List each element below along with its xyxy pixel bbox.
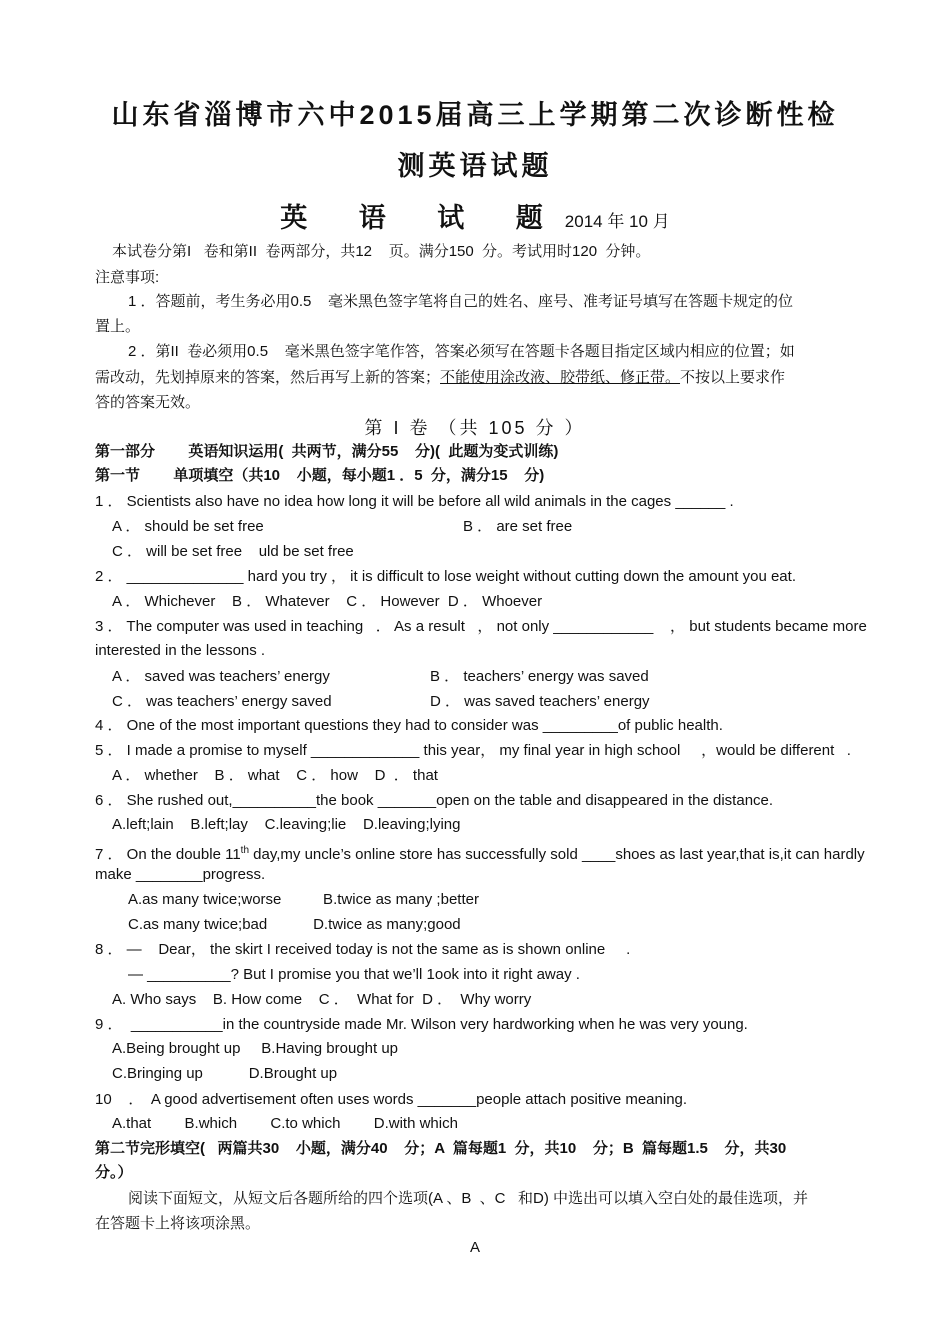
q3-stem-line2: interested in the lessons . [95, 642, 266, 659]
q5-options: A ． whether B ． what C ． how D ． that [112, 767, 438, 784]
document-title-line2: 测英语试题 [397, 151, 553, 181]
cloze-instruction-line1: 阅读下面短文，从短文后各题所给的四个选项(A 、B 、C 和D) 中选出可以填入空白处的最佳选项，并 [128, 1190, 809, 1207]
subtitle-date: 2014 年 10 月 [564, 212, 670, 231]
q9-options-cd: C.Bringing up D.Brought up [112, 1065, 338, 1082]
q2-stem: 2 ． ______________ hard you try ， it is difficult to lose weight without cutting down the amount you eat. [95, 568, 796, 585]
q4-stem: 4 ． One of the most important questions they had to consider was _________of public health. [95, 717, 723, 734]
q3-option-b: B ． teachers’ energy was saved [430, 668, 649, 685]
part1-section2-heading-line1: 第二节完形填空( 两篇共30 小题，满分40 分；A 篇每题1 分，共10 分；B 篇每题1.5 分，共30 [95, 1140, 787, 1157]
q7-superscript: th [240, 845, 250, 856]
q9-options-ab: A.Being brought up B.Having brought up [112, 1040, 399, 1057]
q10-options: A.that B.which C.to which D.with which [112, 1115, 458, 1132]
q1-option-b: B ． are set free [463, 518, 573, 535]
q3-option-a: A ． saved was teachers’ energy [112, 668, 330, 685]
intro-text: 本试卷分第I 卷和第II 卷两部分，共12 页。满分150 分。考试用时120 分钟。 [112, 243, 651, 260]
notice-item2-text: 需改动，先划掉原来的答案，然后再写上新的答案； [95, 369, 441, 386]
q7-stem-line2: make ________progress. [95, 866, 266, 883]
exam-subtitle [0, 196, 950, 235]
q3-option-d: D ． was saved teachers’ energy [430, 693, 650, 710]
notice-item2-underlined: 不能使用涂改液、胶带纸、修正带。 [440, 369, 681, 386]
part1-heading: 第一部分 英语知识运用( 共两节，满分55 分)( 此题为变式训练) [95, 443, 559, 460]
q7-options-ab: A.as many twice;worse B.twice as many ;better [128, 891, 479, 908]
q6-options: A.left;lain B.left;lay C.leaving;lie D.leaving;lying [112, 816, 461, 833]
notice-item2-line1: 2 ．第II 卷必须用0.5 毫米黑色签字笔作答，答案必须写在答题卡各题目指定区域内相应的位置；如 [128, 343, 795, 360]
q8-options: A. Who says B. How come C ． What for D ． Why worry [112, 991, 532, 1008]
q8-stem-line2: — __________? But I promise you that we’ll 1ook into it right away . [128, 966, 580, 983]
subtitle-main: 英 语 试 题 [280, 203, 565, 233]
document-title-line1: 山东省淄博市六中2015届高三上学期第二次诊断性检 [111, 100, 839, 130]
notice-item2-line2 [95, 368, 785, 388]
notice-item1-line2: 置上。 [95, 318, 141, 335]
q9-stem: 9 ． ___________in the countryside made Mr. Wilson very hardworking when he was very young. [95, 1016, 748, 1033]
notice-item2-text-end: 不按以上要求作 [680, 369, 786, 386]
q10-stem: 10 ． A good advertisement often uses words _______people attach positive meaning. [95, 1091, 688, 1108]
q2-options: A ． Whichever B ． Whatever C ． However D ． Whoever [112, 593, 543, 610]
q1-stem: 1 ． Scientists also have no idea how long it will be before all wild animals in the cages ______ . [95, 493, 734, 510]
section-heading: 第 I 卷 （共 105 分 ） [364, 418, 586, 438]
cloze-instruction-line2: 在答题卡上将该项涂黑。 [95, 1215, 261, 1232]
passage-label: A [470, 1239, 481, 1256]
q7-stem-line1 [95, 841, 865, 865]
q1-option-a: A ． should be set free [112, 518, 264, 535]
q5-stem: 5 ． I made a promise to myself _____________ this year， my final year in high school ，would be different . [95, 742, 851, 759]
q6-stem: 6 ． She rushed out,__________the book _______open on the table and disappeared in the distance. [95, 792, 774, 809]
q7-stem-start: 7 ． On the double 11 [95, 846, 241, 863]
q7-options-cd: C.as many twice;bad D.twice as many;good [128, 916, 461, 933]
q8-stem-line1: 8 ． — Dear， the skirt I received today is not the same as is shown online . [95, 941, 631, 958]
notice-item1-line1: 1 ．答题前，考生务必用0.5 毫米黑色签字笔将自己的姓名、座号、准考证号填写在答题卡规定的位 [128, 293, 794, 310]
notice-item2-line3: 答的答案无效。 [95, 394, 201, 411]
notice-heading: 注意事项: [95, 269, 160, 286]
part1-section1-heading: 第一节 单项填空（共10 小题，每小题1 ．5 分，满分15 分) [95, 467, 545, 484]
q3-stem-line1: 3 ． The computer was used in teaching ． As a result ， not only ____________ ， but students became more [95, 618, 867, 635]
q7-stem-rest: day,my uncle’s online store has successfully sold ____shoes as last year,that is,it can hardly [249, 846, 865, 863]
q1-option-c: C ． will be set free uld be set free [112, 543, 354, 560]
part1-section2-heading-line2: 分。） [95, 1164, 133, 1181]
q3-option-c: C ． was teachers’ energy saved [112, 693, 332, 710]
